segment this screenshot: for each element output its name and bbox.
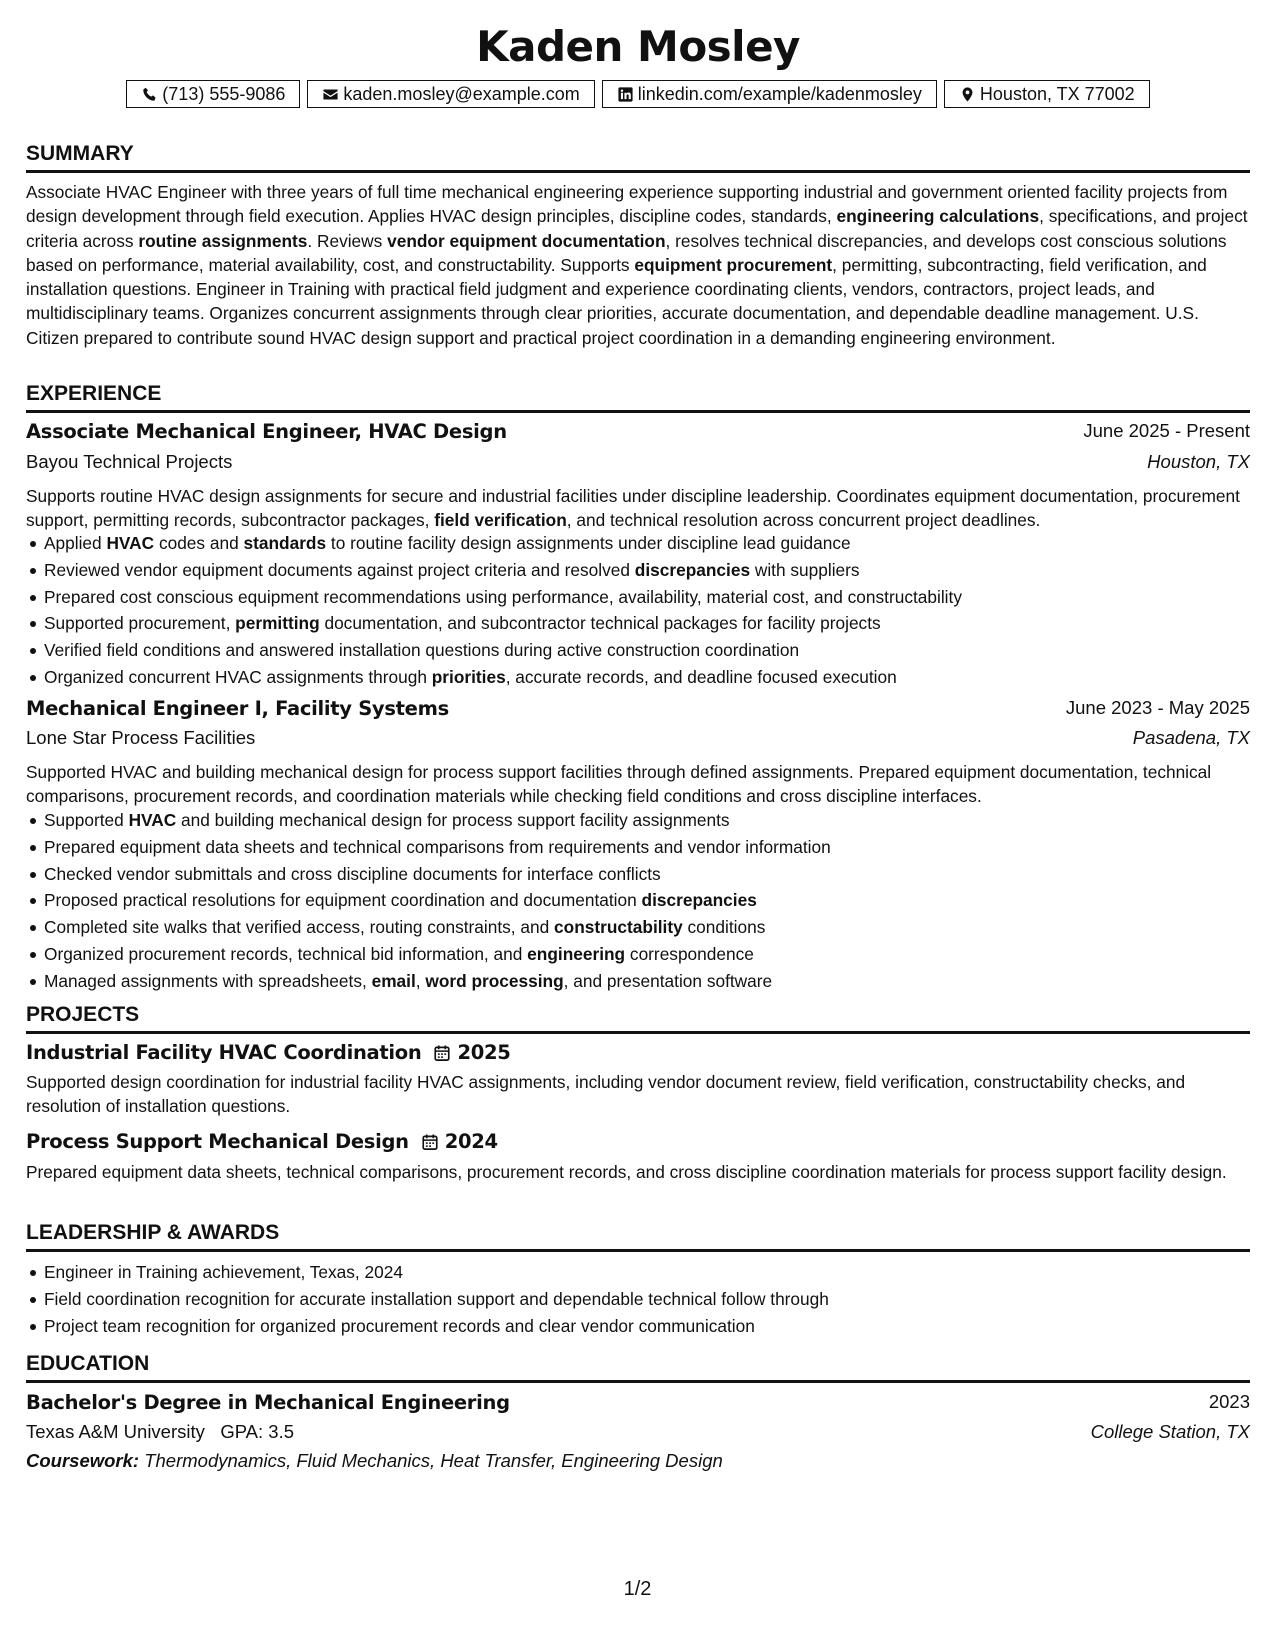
text-run: , and presentation software xyxy=(563,970,773,991)
contact-phone-text: (713) 555-9086 xyxy=(162,83,286,104)
degree: Bachelor's Degree in Mechanical Engineering xyxy=(26,1391,510,1414)
keyword-bold: vendor equipment documentation xyxy=(387,230,666,251)
text-run: and building mechanical design for process support facility assignments xyxy=(176,810,730,830)
text-run: , xyxy=(415,970,426,991)
text-run: Applied xyxy=(44,533,107,553)
job-2-company-row xyxy=(26,727,1250,749)
job-2-dates: June 2023 - May 2025 xyxy=(1065,697,1250,718)
leadership-item: Field coordination recognition for accurate installation support and dependable technical follow through xyxy=(44,1286,1268,1313)
text-run: Prepared cost conscious equipment recommendations using performance, availability, material cost, and constructability xyxy=(44,586,962,607)
job-1-dates: June 2025 - Present xyxy=(1083,420,1250,441)
contact-phone[interactable] xyxy=(126,80,300,108)
text-run: with suppliers xyxy=(750,559,860,580)
text-run: Managed assignments with spreadsheets, xyxy=(44,970,372,991)
text-run: , resolves technical discrepancies, and develops cost conscious solutions based on performance, material availability, cost, and constructability. Supports xyxy=(26,230,1227,275)
text-run: , permitting, subcontracting, field verification, and installation questions. Engineer in Training with practical field judgment and experience coordinating clients, vendors, contractors, project leads, and multidisciplinary teams. Organizes concurrent assignments through clear priorities, accurate documentation, and dependable deadline management. U.S. Citizen prepared to contribute sound HVAC design support and practical project coordination in a demanding engineering environment. xyxy=(26,254,1207,348)
text-run: Checked vendor submittals and cross discipline documents for interface conflicts xyxy=(44,863,661,884)
school: Texas A&M University xyxy=(26,1421,205,1442)
text-run: Reviewed vendor equipment documents against project criteria and resolved xyxy=(44,559,635,580)
keyword-bold: constructability xyxy=(554,917,683,938)
leadership-list xyxy=(26,1259,1268,1339)
summary-text xyxy=(26,180,1250,350)
contact-email[interactable] xyxy=(307,80,594,108)
job-1-company-row xyxy=(26,451,1250,473)
linkedin-icon xyxy=(617,86,634,103)
bullet-item xyxy=(44,530,1268,557)
education-heading: EDUCATION xyxy=(26,1352,1250,1383)
projects-heading: PROJECTS xyxy=(26,1003,1250,1034)
text-run: Verified field conditions and answered installation questions during active construction coordination xyxy=(44,640,800,661)
contact-linkedin-text: linkedin.com/example/kadenmosley xyxy=(637,83,922,104)
text-run: Proposed practical resolutions for equipment coordination and documentation xyxy=(44,890,642,911)
job-1-company: Bayou Technical Projects xyxy=(26,451,233,472)
keyword-bold: field verification xyxy=(434,510,567,531)
job-1-role: Associate Mechanical Engineer, HVAC Design xyxy=(26,420,507,443)
bullet-item xyxy=(44,637,1268,664)
bullet-item xyxy=(44,941,1268,968)
bullet-item xyxy=(44,861,1268,888)
gpa: GPA: 3.5 xyxy=(220,1421,295,1442)
text-run: , accurate records, and deadline focused execution xyxy=(505,666,897,687)
project-1-year: 2025 xyxy=(457,1041,511,1064)
education-header xyxy=(26,1391,1250,1415)
education-school-row xyxy=(26,1421,1250,1443)
keyword-bold: discrepancies xyxy=(641,890,757,911)
contact-location xyxy=(944,80,1150,108)
school-location: College Station, TX xyxy=(1090,1421,1250,1442)
text-run: Supported HVAC and building mechanical design for process support facilities through defined assignments. Prepared equipment documentation, technical comparisons, procurement records, and coordination materials while checking field conditions and cross discipline interfaces. xyxy=(26,762,1212,807)
phone-icon xyxy=(141,86,158,103)
job-1-header xyxy=(26,420,1250,444)
bullet-item xyxy=(44,557,1268,584)
text-run: Associate HVAC Engineer with three years of full time mechanical engineering experience supporting industrial and government oriented facility projects from design development through field execution. Applies HVAC design principles, discipline codes, standards, xyxy=(26,182,1228,227)
envelope-icon xyxy=(322,86,339,103)
keyword-bold: permitting xyxy=(235,613,320,634)
bullet-item xyxy=(44,887,1268,914)
text-run: documentation, and subcontractor technical packages for facility projects xyxy=(319,613,881,634)
project-2-name: Process Support Mechanical Design xyxy=(26,1130,409,1153)
map-pin-icon xyxy=(959,86,976,103)
text-run: . Reviews xyxy=(307,230,388,251)
keyword-bold: word processing xyxy=(425,970,564,991)
job-2-header xyxy=(26,697,1250,721)
keyword-bold: routine assignments xyxy=(138,230,308,251)
bullet-item xyxy=(44,610,1268,637)
coursework-label: Coursework: xyxy=(26,1450,140,1471)
text-run: Completed site walks that verified access, routing constraints, and xyxy=(44,917,555,938)
text-run: codes and xyxy=(154,533,244,553)
coursework-row xyxy=(26,1450,1250,1472)
project-1-header xyxy=(26,1041,511,1064)
candidate-name: Kaden Mosley xyxy=(476,22,800,71)
bullet-item xyxy=(44,914,1268,941)
contact-email-text: kaden.mosley@example.com xyxy=(343,83,580,104)
project-2-description: Prepared equipment data sheets, technical comparisons, procurement records, and cross discipline coordination materials for process support facility design. xyxy=(26,1162,1227,1182)
job-1-summary xyxy=(26,484,1250,533)
leadership-item: Engineer in Training achievement, Texas, 2024 xyxy=(44,1259,1268,1286)
job-1-bullets xyxy=(26,530,1268,691)
contact-linkedin[interactable] xyxy=(602,80,937,108)
page-number: 1/2 xyxy=(623,1578,652,1600)
calendar-icon xyxy=(421,1133,439,1151)
text-run: correspondence xyxy=(625,943,754,964)
project-2-header xyxy=(26,1130,498,1153)
project-1-description: Supported design coordination for industrial facility HVAC assignments, including vendor document review, field verification, constructability checks, and resolution of installation questions. xyxy=(26,1072,1186,1117)
job-2-company: Lone Star Process Facilities xyxy=(26,727,256,748)
bullet-item xyxy=(44,664,1268,691)
bullet-item xyxy=(44,584,1268,611)
text-run: Organized procurement records, technical bid information, and xyxy=(44,943,528,964)
job-1-location: Houston, TX xyxy=(1147,451,1250,472)
keyword-bold: email xyxy=(371,970,416,991)
calendar-icon xyxy=(433,1044,451,1062)
text-run: Supported xyxy=(44,810,129,830)
bullet-item xyxy=(44,807,1268,834)
text-run: to routine facility design assignments under discipline lead guidance xyxy=(326,533,851,553)
text-run: Prepared equipment data sheets and technical comparisons from requirements and vendor information xyxy=(44,836,831,857)
keyword-bold: engineering calculations xyxy=(836,206,1040,227)
keyword-bold: HVAC xyxy=(106,533,155,553)
project-2-year: 2024 xyxy=(444,1130,498,1153)
bullet-item xyxy=(44,834,1268,861)
project-1-name: Industrial Facility HVAC Coordination xyxy=(26,1041,422,1064)
bullet-item xyxy=(44,968,1268,995)
job-2-bullets xyxy=(26,807,1268,995)
summary-heading: SUMMARY xyxy=(26,142,1250,173)
job-2-location: Pasadena, TX xyxy=(1132,727,1250,748)
contact-location-text: Houston, TX 77002 xyxy=(979,83,1135,104)
contact-bar xyxy=(26,80,1250,108)
keyword-bold: engineering xyxy=(527,943,626,964)
text-run: Organized concurrent HVAC assignments through xyxy=(44,666,432,687)
text-run: conditions xyxy=(682,917,766,938)
keyword-bold: equipment procurement xyxy=(634,254,833,275)
leadership-heading: LEADERSHIP & AWARDS xyxy=(26,1221,1250,1252)
text-run: , and technical resolution across concurrent project deadlines. xyxy=(566,510,1041,531)
keyword-bold: HVAC xyxy=(128,810,177,830)
text-run: Supported procurement, xyxy=(44,613,236,634)
graduation-year: 2023 xyxy=(1208,1391,1250,1412)
text-run: Supports routine HVAC design assignments for secure and industrial facilities under discipline leadership. Coordinates equipment documentation, procurement support, permitting records, subcontractor packages, xyxy=(26,486,1240,531)
keyword-bold: discrepancies xyxy=(634,559,751,580)
job-2-role: Mechanical Engineer I, Facility Systems xyxy=(26,697,449,720)
keyword-bold: standards xyxy=(243,533,327,553)
coursework-list: Thermodynamics, Fluid Mechanics, Heat Transfer, Engineering Design xyxy=(144,1450,723,1471)
leadership-item: Project team recognition for organized procurement records and clear vendor communication xyxy=(44,1313,1268,1340)
job-2-summary xyxy=(26,760,1250,809)
keyword-bold: priorities xyxy=(431,666,506,687)
text-run: , specifications, and project criteria across xyxy=(26,206,1248,251)
experience-heading: EXPERIENCE xyxy=(26,382,1250,413)
